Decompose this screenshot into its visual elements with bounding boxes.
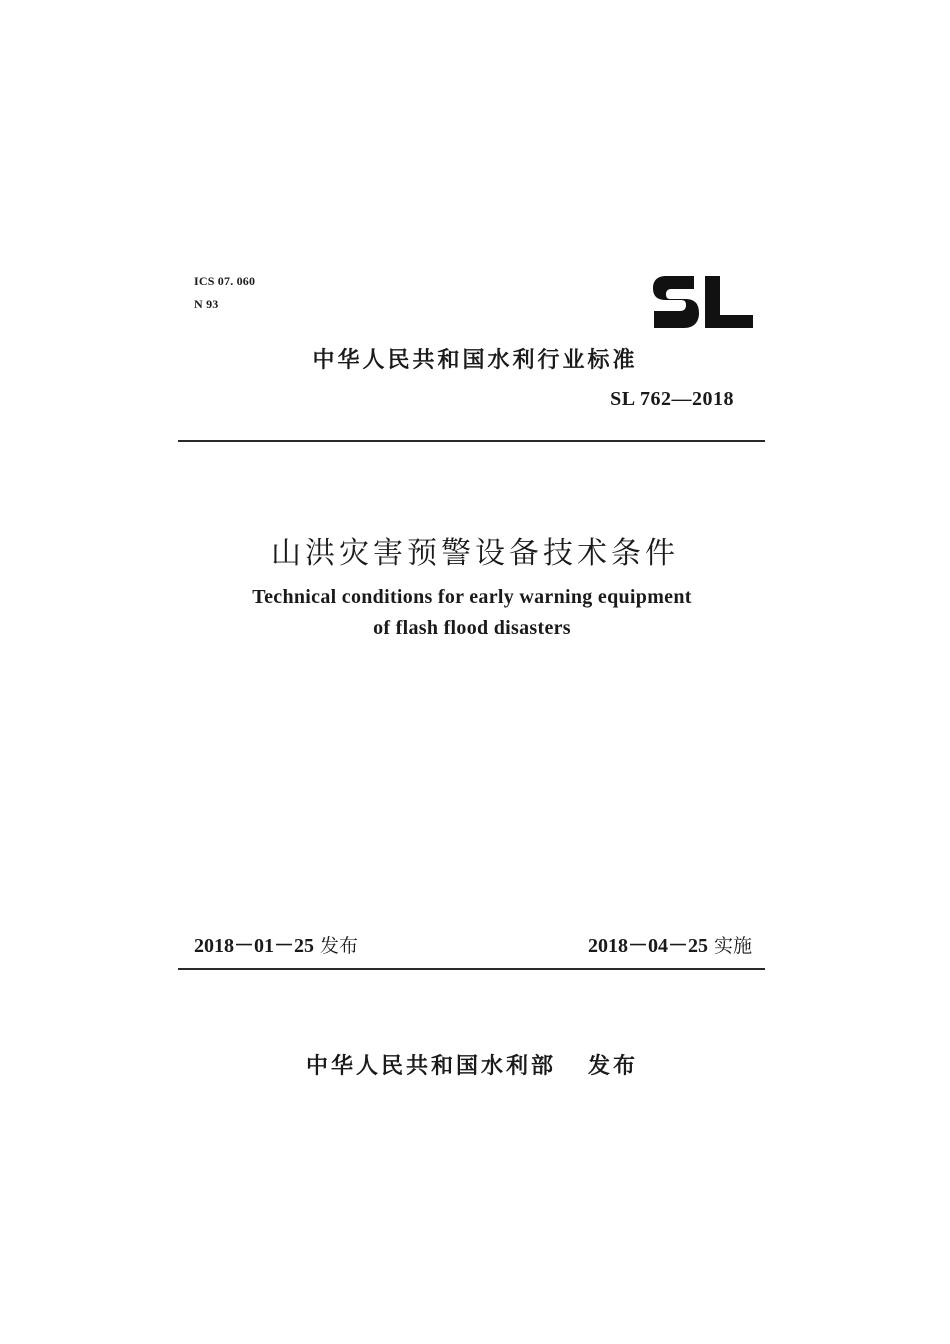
issuing-authority — [0, 1049, 944, 1080]
divider-top — [178, 440, 765, 442]
issuing-authority-name: 中华人民共和国水利部 — [305, 1054, 556, 1079]
issuer-heading: 中华人民共和国水利行业标准 — [312, 348, 638, 373]
issuing-authority-action: 发布 — [587, 1054, 638, 1079]
implementation-date-label: 实施 — [713, 935, 752, 957]
ccs-code: N 93 — [194, 297, 219, 311]
title-english-line-2: of flash flood disasters — [373, 617, 571, 639]
standard-number: SL 762—2018 — [610, 388, 734, 410]
publication-date-value: 2018－01－25 — [194, 935, 314, 957]
ics-code: ICS 07. 060 — [194, 274, 256, 288]
sl-logo — [650, 272, 755, 332]
publication-date — [194, 929, 358, 958]
title-english-line-1: Technical conditions for early warning equipment — [252, 586, 692, 608]
implementation-date-value: 2018－04－25 — [587, 935, 708, 957]
title-chinese: 山洪灾害预警设备技术条件 — [271, 536, 679, 571]
divider-bottom — [178, 968, 765, 970]
implementation-date — [588, 929, 752, 958]
publication-date-label: 发布 — [320, 935, 359, 957]
